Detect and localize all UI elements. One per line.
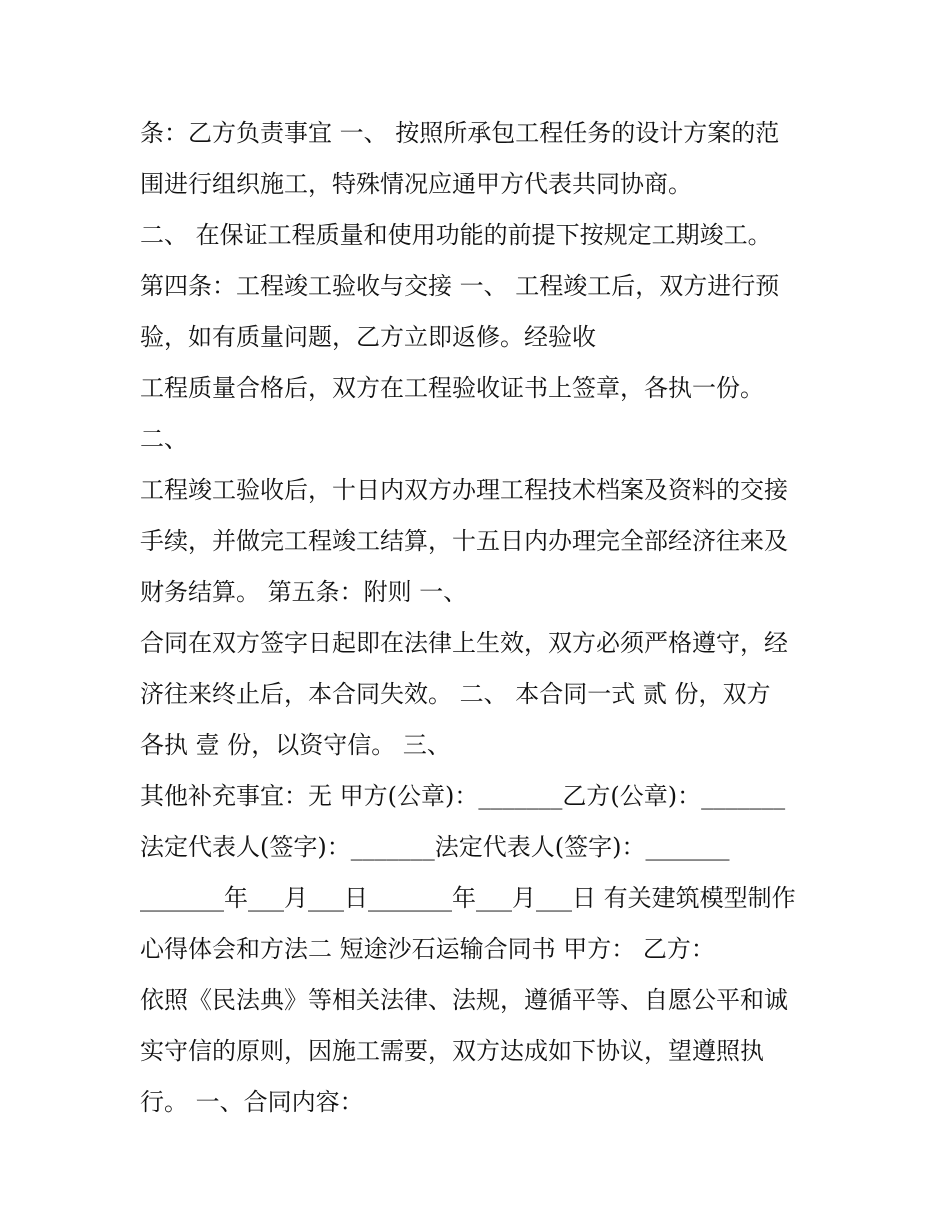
text-line: 第四条：工程竣工验收与交接 一、 工程竣工后，双方进行预: [140, 272, 780, 300]
text-line: 各执 壹 份，以资守信。 三、: [140, 731, 451, 759]
text-line: 实守信的原则，因施工需要，双方达成如下协议，望遵照执: [140, 1037, 764, 1065]
text-line: 验，如有质量问题，乙方立即返修。经验收: [140, 323, 596, 351]
text-line: 心得体会和方法二 短途沙石运输合同书 甲方： 乙方：: [140, 935, 715, 963]
text-line: 二、 在保证工程质量和使用功能的前提下按规定工期竣工。: [140, 221, 772, 249]
document-body: [140, 108, 830, 1128]
text-line: 财务结算。 第五条：附则 一、: [140, 578, 468, 606]
text-line: 工程竣工验收后，十日内双方办理工程技术档案及资料的交接: [140, 476, 788, 504]
text-line: 合同在双方签字日起即在法律上生效，双方必须严格遵守，经: [140, 629, 788, 657]
text-line: 依照《民法典》等相关法律、法规，遵循平等、自愿公平和诚: [140, 986, 788, 1014]
date-line: _______年___月___日_______年___月___日 有关建筑模型制作: [140, 884, 796, 912]
signature-line: 法定代表人(签字)：_______法定代表人(签字)：_______: [140, 833, 730, 861]
signature-line: 其他补充事宜：无 甲方(公章)：_______乙方(公章)：_______: [140, 782, 786, 810]
text-line: 条：乙方负责事宜 一、 按照所承包工程任务的设计方案的范: [140, 119, 780, 147]
text-line: 围进行组织施工，特殊情况应通甲方代表共同协商。: [140, 170, 692, 198]
text-line: 手续，并做完工程竣工结算，十五日内办理完全部经济往来及: [140, 527, 788, 555]
text-line: 行。 一、合同内容：: [140, 1088, 364, 1116]
text-line: 二、: [140, 425, 188, 453]
text-line: 工程质量合格后，双方在工程验收证书上签章，各执一份。: [140, 374, 764, 402]
text-line: 济往来终止后，本合同失效。 二、 本合同一式 贰 份，双方: [140, 680, 771, 708]
